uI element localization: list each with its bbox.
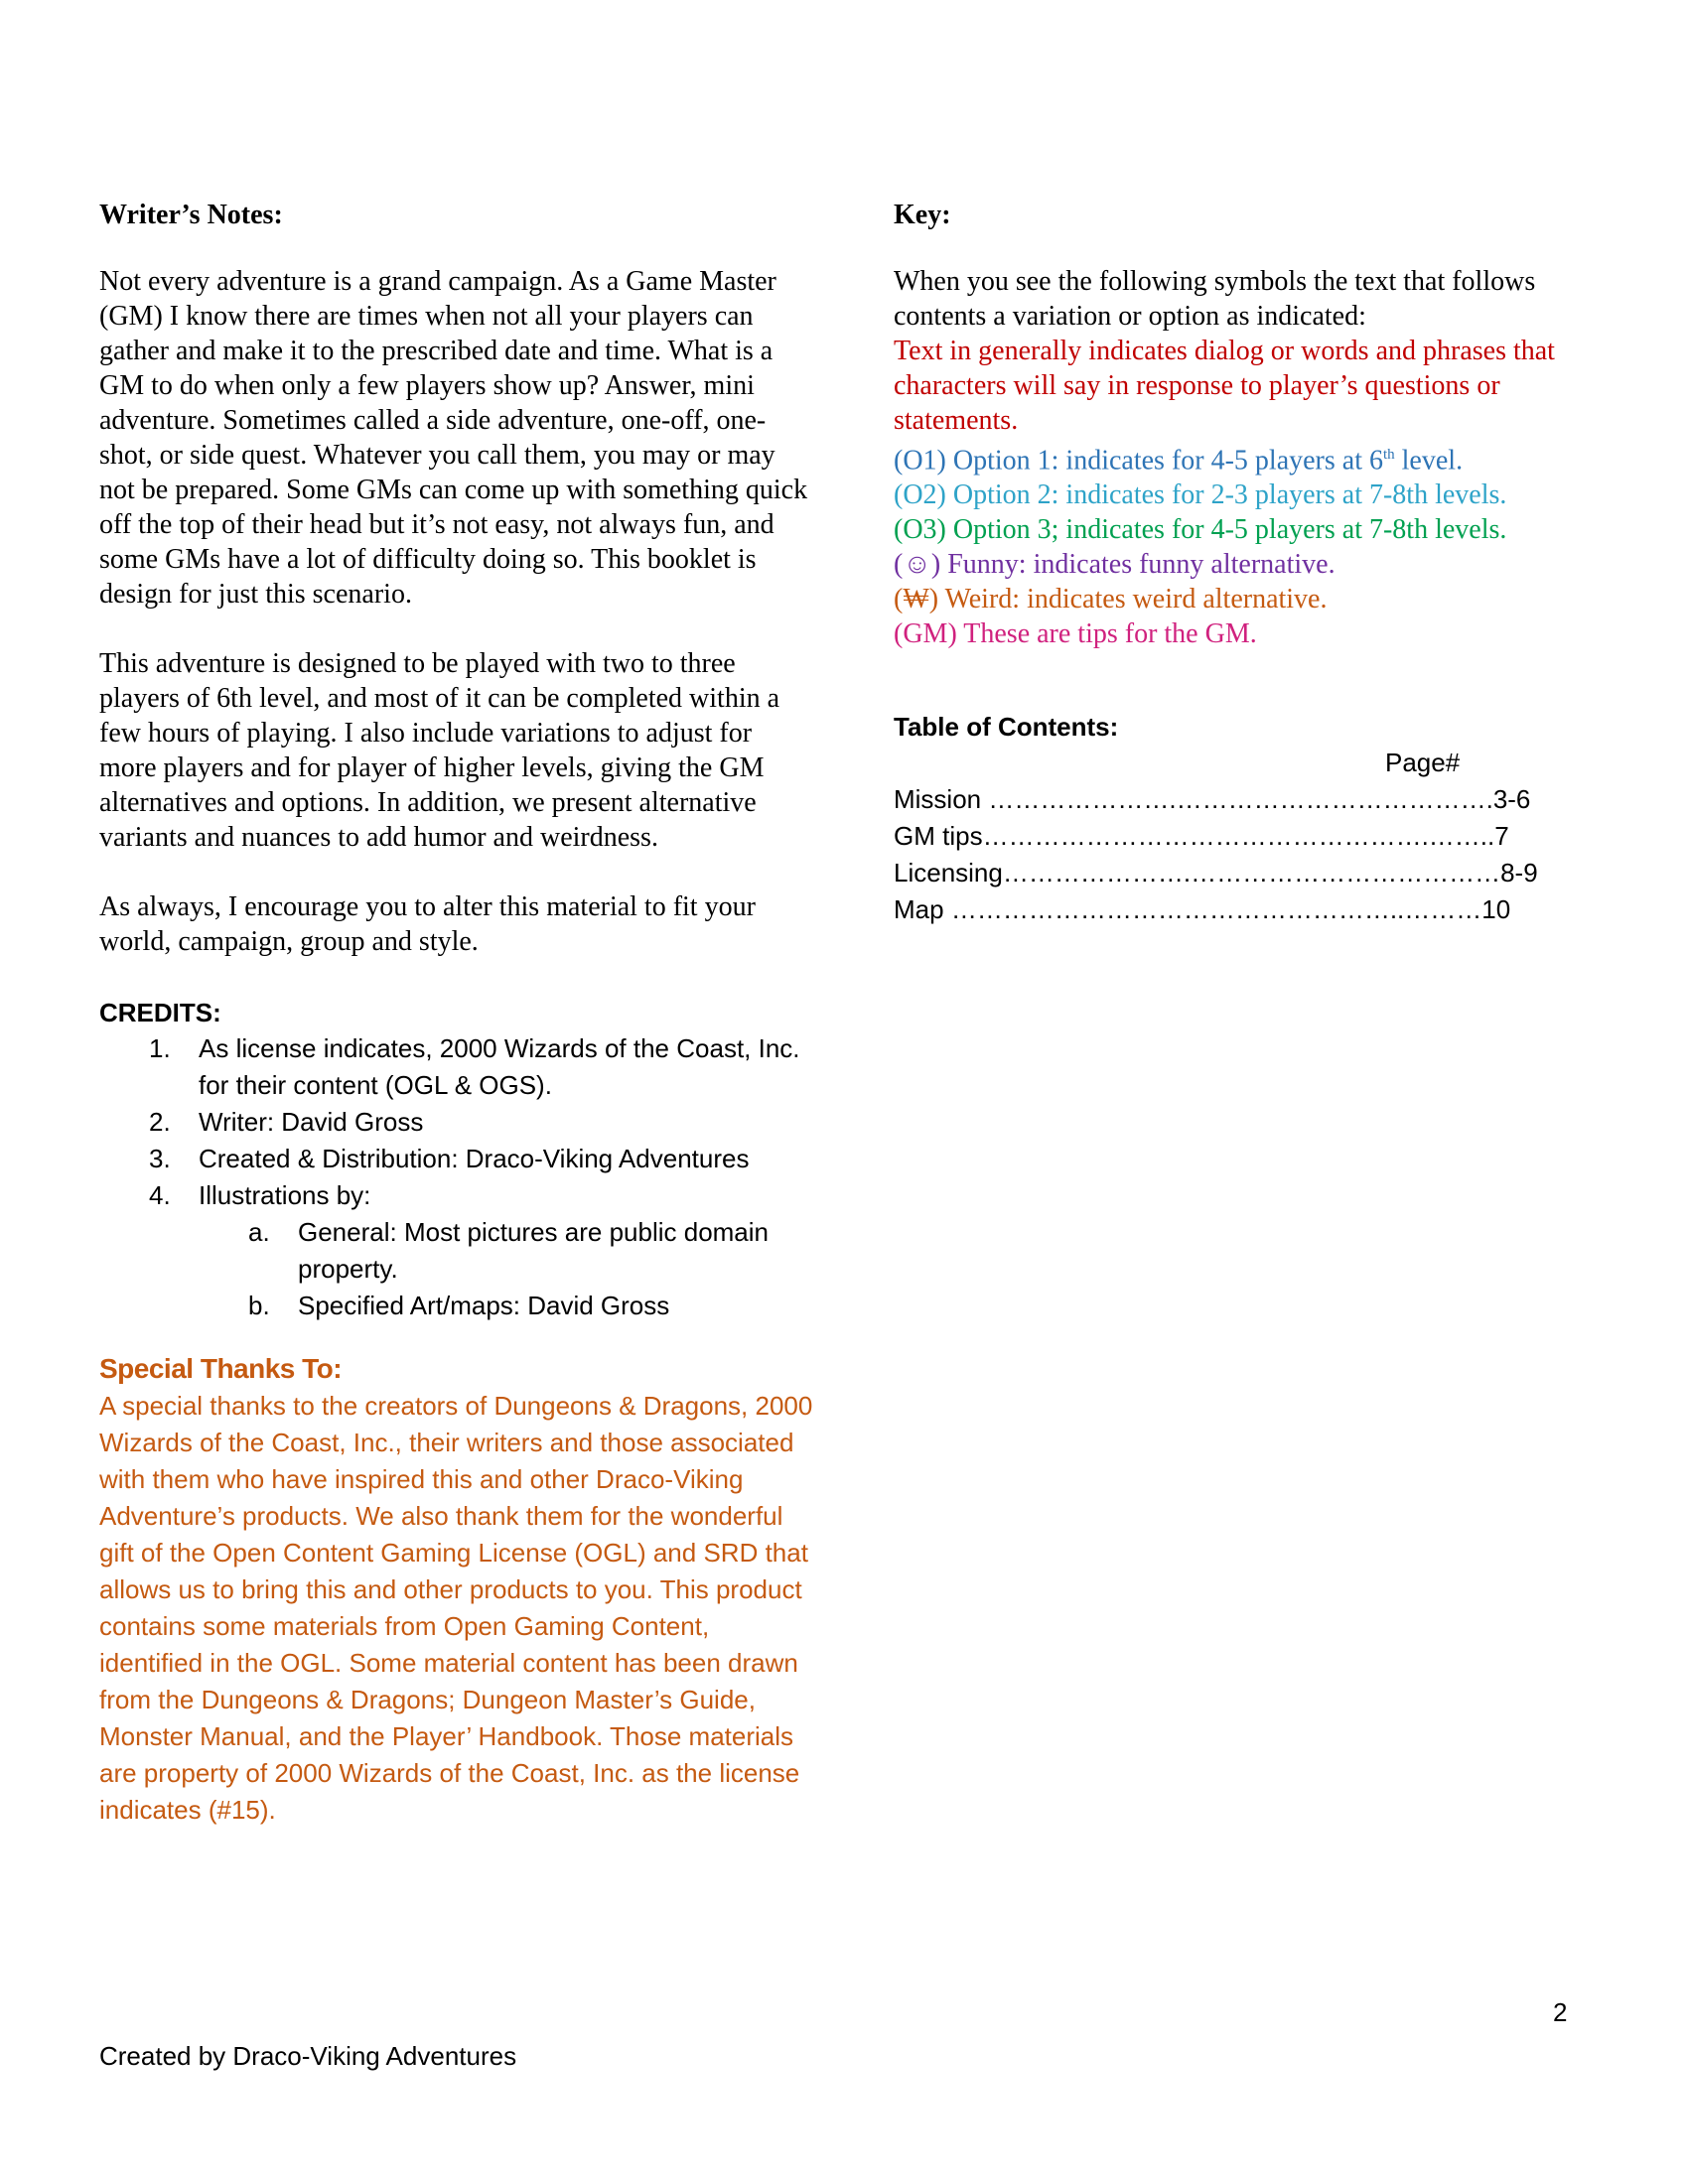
- credits-sub-item-letter: a.: [248, 1217, 270, 1247]
- credits-sub-item-text: General: Most pictures are public domain property.: [298, 1217, 770, 1284]
- credits-item-number: 1.: [149, 1033, 171, 1063]
- toc-row-dots: ……………………………………………..………: [950, 894, 1482, 925]
- key-dialog-text: Text in generally indicates dialog or words and phrases that characters will say in response to player’s questions or statements.: [894, 336, 1555, 436]
- page-footer: Created by Draco-Viking Adventures: [99, 2041, 517, 2071]
- credits-list: [99, 1030, 814, 1324]
- toc-row-dots: …………………………………………….……..: [982, 821, 1495, 852]
- key-option-2: (O2) Option 2: indicates for 2-3 players at 7-8th levels.: [894, 479, 1507, 511]
- credits-item-number: 3.: [149, 1144, 171, 1173]
- credits-item-text: As license indicates, 2000 Wizards of the Coast, Inc. for their content (OGL & OGS).: [199, 1033, 800, 1100]
- toc-row-dots: ………………….………………………………: [1002, 858, 1501, 888]
- key-funny: (☺) Funny: indicates funny alternative.: [894, 549, 1336, 581]
- credits-item: [99, 1104, 814, 1141]
- writers-notes-paragraph-1: Not every adventure is a grand campaign. As a Game Master (GM) I know there are times when not all your players can gather and make it to the prescribed date and time. What is a GM to do when only a few players show up? Answer, mini adventure. Sometimes called a side adventure, one-off, one-shot, or side quest. Whatever you call them, you may or may not be prepared. Some GMs can come up with something quick off the top of their head but it’s not easy, not always fun, and some GMs have a lot of difficulty doing so. This booklet is design for just this scenario.: [99, 266, 808, 610]
- toc-row: [894, 855, 1538, 891]
- left-column: [99, 197, 814, 1829]
- toc-row: [894, 818, 1509, 855]
- special-thanks-section: [99, 1350, 814, 1829]
- toc-page-header: Page#: [1385, 748, 1461, 778]
- credits-sub-item: [199, 1288, 814, 1324]
- toc-row: [894, 781, 1531, 818]
- writers-notes-paragraph-2: This adventure is designed to be played with two to three players of 6th level, and most of it can be completed within a few hours of playing. I also include variations to adjust for more players and for player of higher levels, giving the GM alternatives and options. In addition, we present alternative variants and nuances to add humor and weirdness.: [99, 648, 780, 853]
- toc-row-page: 7: [1494, 821, 1509, 852]
- toc-row-page: 8-9: [1500, 858, 1538, 888]
- key-option-1-sup: th: [1382, 447, 1395, 463]
- writers-notes-paragraph-3: As always, I encourage you to alter this material to fit your world, campaign, group and style.: [99, 891, 756, 957]
- credits-item-text: Illustrations by:: [199, 1180, 371, 1210]
- toc-row-label: GM tips: [894, 821, 983, 852]
- credits-item: [99, 1141, 814, 1177]
- credits-title: CREDITS:: [99, 998, 221, 1027]
- toc-row-label: Mission: [894, 784, 989, 815]
- credits-item-number: 4.: [149, 1180, 171, 1210]
- toc-row-page: 3-6: [1492, 784, 1531, 815]
- credits-item: [99, 1177, 814, 1324]
- credits-item: [99, 1030, 814, 1104]
- special-thanks-text: A special thanks to the creators of Dungeons & Dragons, 2000 Wizards of the Coast, Inc., their writers and those associated with them who have inspired this and other Draco-Viking Adventure’s products. We also thank them for the wonderful gift of the Open Content Gaming License (OGL) and SRD that allows us to bring this and other products to you. This product contains some materials from Open Gaming Content, identified in the OGL. Some material content has been drawn from the Dungeons & Dragons; Dungeon Master’s Guide, Monster Manual, and the Player’ Handbook. Those materials are property of 2000 Wizards of the Coast, Inc. as the license indicates (#15).: [99, 1391, 813, 1825]
- table-of-contents: [894, 709, 1589, 928]
- credits-item-text: Created & Distribution: Draco-Viking Adventures: [199, 1144, 750, 1173]
- credits-item-text: Writer: David Gross: [199, 1107, 424, 1137]
- toc-row-page: 10: [1481, 894, 1511, 925]
- toc-row-label: Licensing: [894, 858, 1003, 888]
- key-intro: When you see the following symbols the text that follows contents a variation or option as indicated:: [894, 266, 1536, 332]
- credits-sub-item-letter: b.: [248, 1291, 270, 1320]
- writers-notes-title: Writer’s Notes:: [99, 200, 283, 230]
- credits-sub-list: [199, 1214, 814, 1324]
- key-option-3: (O3) Option 3; indicates for 4-5 players at 7-8th levels.: [894, 514, 1507, 546]
- key-gm-tips: (GM) These are tips for the GM.: [894, 618, 1257, 650]
- key-option-1-text: (O1) Option 1: indicates for 4-5 players at 6: [894, 445, 1383, 477]
- credits-item-number: 2.: [149, 1107, 171, 1137]
- key-option-1: [894, 438, 1589, 478]
- toc-row-dots: ………………….……………………………….: [988, 784, 1493, 815]
- special-thanks-title: Special Thanks To:: [99, 1353, 343, 1384]
- toc-row-label: Map: [894, 894, 951, 925]
- key-option-1-suffix: level.: [1394, 445, 1464, 477]
- key-title: Key:: [894, 200, 951, 230]
- page-number: 2: [1553, 1997, 1568, 2027]
- credits-sub-item-text: Specified Art/maps: David Gross: [298, 1291, 670, 1320]
- toc-row: [894, 891, 1511, 928]
- key-weird: (₩) Weird: indicates weird alternative.: [894, 584, 1328, 615]
- right-column: [894, 197, 1589, 928]
- credits-section: [99, 995, 814, 1324]
- toc-title: Table of Contents:: [894, 712, 1119, 743]
- credits-sub-item: [199, 1214, 814, 1288]
